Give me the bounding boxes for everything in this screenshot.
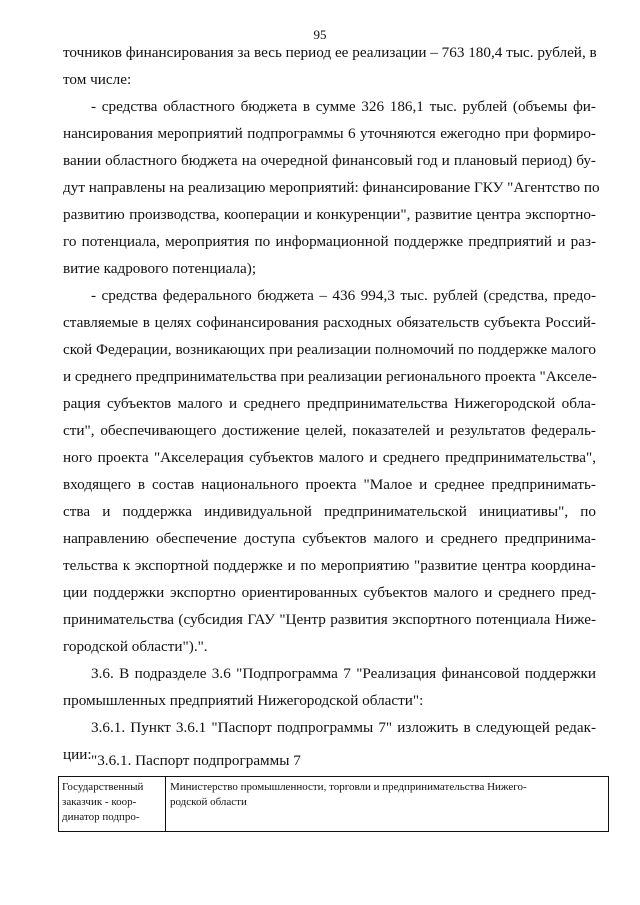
cell-line: Государственный xyxy=(62,781,144,793)
text-line: витие кадрового потенциала); xyxy=(63,260,257,277)
cell-line: заказчик - коор- xyxy=(62,796,137,808)
text-line: и среднего предпринимательства при реализации регионального проекта "Акселе- xyxy=(63,368,597,385)
text-line: ного проекта "Акселерация субъектов малого и среднего предпринимательства", xyxy=(63,449,596,466)
cell-line: родской области xyxy=(170,796,247,808)
text-line: развитию производства, кооперации и конкуренции", развитие центра экспортно- xyxy=(63,206,596,223)
text-line: - средства областного бюджета в сумме 326 186,1 тыс. рублей (объемы фи- xyxy=(91,98,596,115)
text-line: том числе: xyxy=(63,71,132,88)
text-line: направлению обеспечение доступа субъектов малого и среднего предпринима- xyxy=(63,530,596,547)
text-line: принимательства (субсидия ГАУ "Центр развития экспортного потенциала Ниже- xyxy=(63,611,596,628)
page-number: 95 xyxy=(313,27,327,42)
text-line: ции: xyxy=(63,746,92,763)
text-line: нансирования мероприятий подпрограммы 6 уточняются ежегодно при формиро- xyxy=(63,125,596,142)
text-line: 3.6. В подразделе 3.6 "Подпрограмма 7 "Реализация финансовой поддержки xyxy=(91,665,596,682)
cell-line: Министерство промышленности, торговли и предпринимательства Нижего- xyxy=(170,781,527,793)
text-line: городской области").". xyxy=(63,638,208,655)
passport-table xyxy=(58,776,609,832)
text-line: входящего в состав национального проекта "Малое и среднее предпринимать- xyxy=(63,476,596,493)
text-line: го потенциала, мероприятия по информационной поддержке предприятий и раз- xyxy=(63,233,596,250)
table-cell-value xyxy=(166,777,608,831)
text-line: вании областного бюджета на очередной финансовый год и плановый период) бу- xyxy=(63,152,596,169)
text-line: ставляемые в целях софинансирования расходных обязательств субъекта Россий- xyxy=(63,314,596,331)
table-cell-label xyxy=(59,777,166,831)
text-line: рация субъектов малого и среднего предпринимательства Нижегородской обла- xyxy=(63,395,596,412)
text-line: ции поддержки экспортно ориентированных субъектов малого и среднего пред- xyxy=(63,584,596,601)
text-line: промышленных предприятий Нижегородской области": xyxy=(63,692,424,709)
cell-line: динатор подпро- xyxy=(62,811,140,823)
text-line: сти", обеспечивающего достижение целей, показателей и результатов федераль- xyxy=(63,422,596,439)
text-line: 3.6.1. Пункт 3.6.1 "Паспорт подпрограммы 7" изложить в следующей редак- xyxy=(91,719,596,736)
text-line: ства и поддержка индивидуальной предпринимательской инициативы", по xyxy=(63,503,596,520)
text-line: ской Федерации, возникающих при реализации полномочий по поддержке малого xyxy=(63,341,596,358)
text-line: - средства федерального бюджета – 436 994,3 тыс. рублей (средства, предо- xyxy=(91,287,596,304)
text-line: точников финансирования за весь период ее реализации – 763 180,4 тыс. рублей, в xyxy=(63,44,597,61)
text-line: дут направлены на реализацию мероприятий: финансирование ГКУ "Агентство по xyxy=(63,179,600,196)
text-line: "3.6.1. Паспорт подпрограммы 7 xyxy=(91,752,301,769)
text-line: тельства к экспортной поддержке и по мероприятию "развитие центра координа- xyxy=(63,557,596,574)
